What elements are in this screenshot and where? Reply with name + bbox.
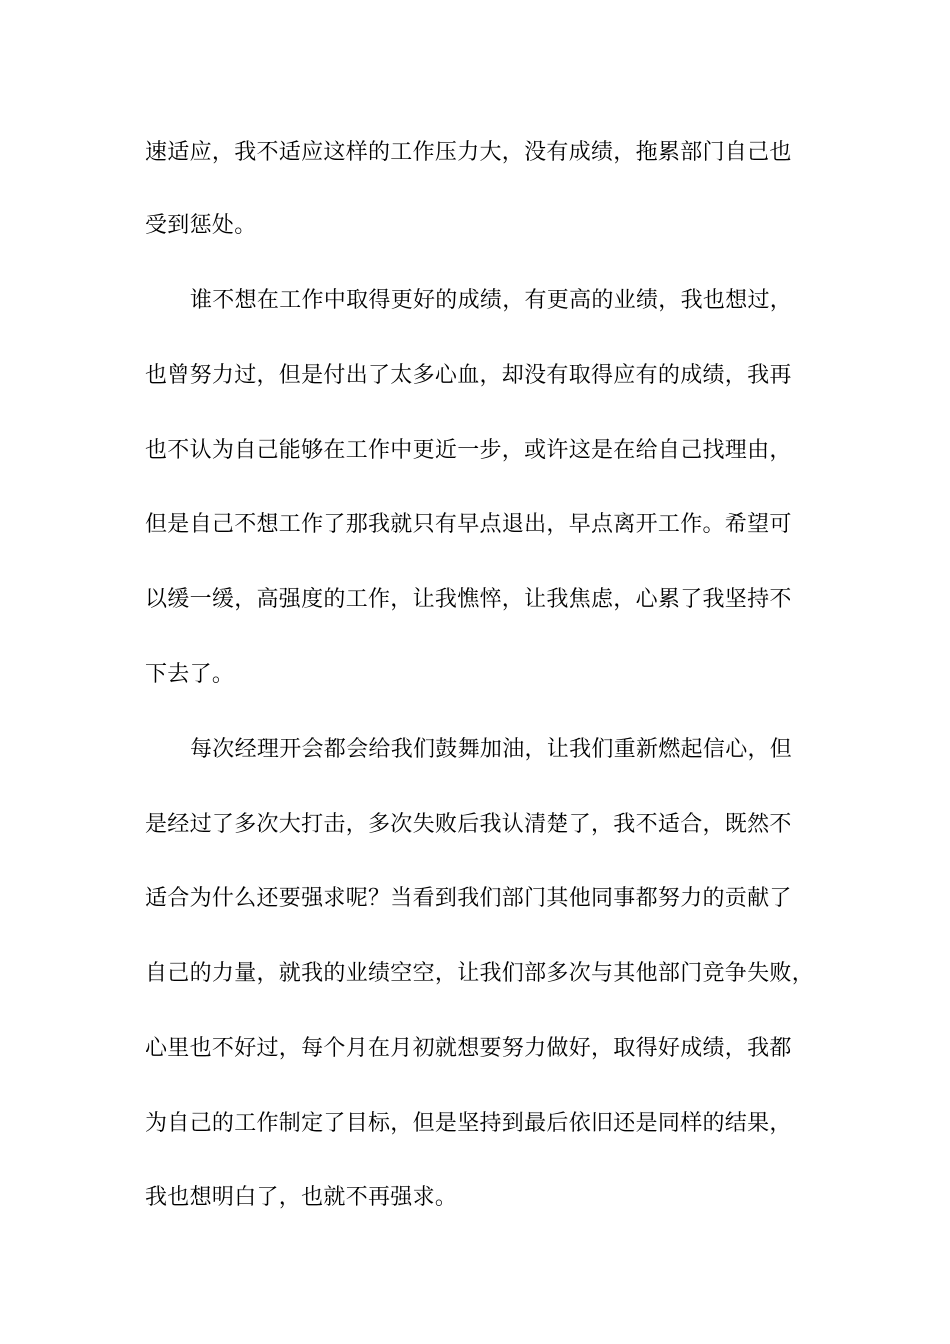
text-line: 也不认为自己能够在工作中更近一步，或许这是在给自己找理由， [145,438,792,463]
text-line: 为自己的工作制定了目标，但是坚持到最后依旧还是同样的结果， [145,1111,792,1136]
text-line: 我也想明白了，也就不再强求。 [145,1185,458,1210]
paragraph-start-line: 每次经理开会都会给我们鼓舞加油，让我们重新燃起信心，但 [190,737,793,762]
text-line: 受到惩处。 [145,213,257,238]
text-line: 但是自己不想工作了那我就只有早点退出，早点离开工作。希望可 [145,512,792,537]
text-line: 下去了。 [145,662,235,687]
text-line: 是经过了多次大打击，多次失败后我认清楚了，我不适合，既然不 [145,812,792,837]
text-line: 适合为什么还要强求呢？当看到我们部门其他同事都努力的贡献了 [145,886,792,911]
text-line: 也曾努力过，但是付出了太多心血，却没有取得应有的成绩，我再 [145,363,792,388]
paragraph-start-line: 谁不想在工作中取得更好的成绩，有更高的业绩，我也想过， [190,288,793,313]
text-line: 自己的力量，就我的业绩空空，让我们部多次与其他部门竞争失败， [145,961,815,986]
text-line: 速适应，我不适应这样的工作压力大，没有成绩，拖累部门自己也 [145,140,792,165]
text-line: 心里也不好过，每个月在月初就想要努力做好，取得好成绩，我都 [145,1036,792,1061]
text-line: 以缓一缓，高强度的工作，让我憔悴，让我焦虑，心累了我坚持不 [145,587,792,612]
